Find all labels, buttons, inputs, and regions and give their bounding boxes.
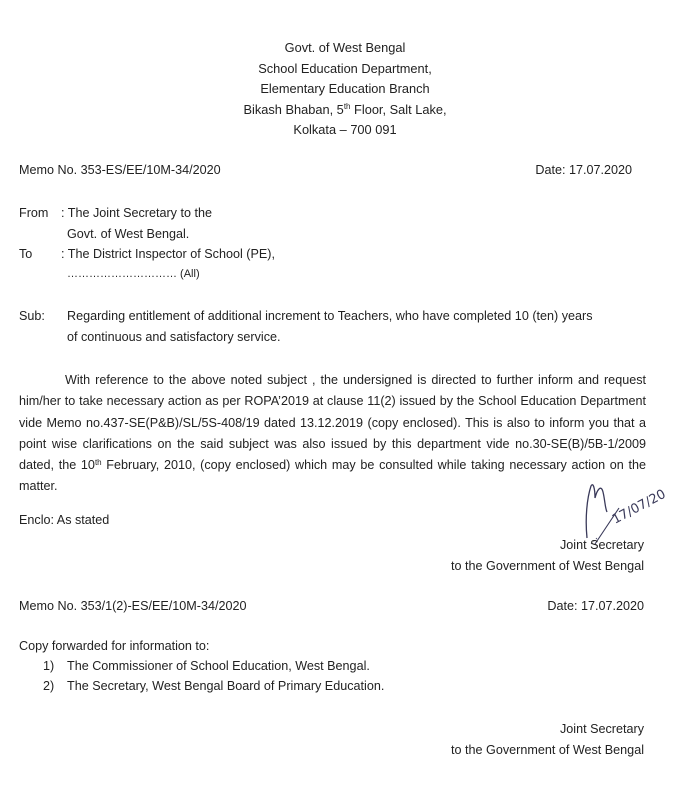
letterhead-city: Kolkata – 700 091: [293, 122, 397, 137]
letterhead-branch: Elementary Education Branch: [260, 81, 430, 96]
signatory-2-title: Joint Secretary: [560, 722, 644, 736]
signatory-title: Joint Secretary: [560, 538, 644, 552]
to-line-2: ………………………… (All): [67, 268, 200, 280]
letterhead-department: School Education Department,: [258, 60, 432, 76]
letterhead-govt: Govt. of West Bengal: [284, 40, 406, 55]
subject-label: Sub:: [19, 309, 45, 323]
memo-number: Memo No. 353-ES/EE/10M-34/2020: [19, 163, 221, 177]
copy-item-1-text: The Commissioner of School Education, West Bengal.: [67, 659, 370, 673]
copy-item-2-number: 2): [43, 679, 55, 693]
memo-date: Date: 17.07.2020: [535, 163, 632, 177]
letterhead: [230, 38, 460, 141]
copy-forward-heading: Copy forwarded for information to:: [19, 639, 210, 653]
from-line-1: : The Joint Secretary to the: [61, 206, 212, 220]
signatory-organization: to the Government of West Bengal: [451, 559, 644, 573]
letterhead-address: Bikash Bhaban, 5th Floor, Salt Lake,: [243, 101, 447, 117]
signatory-2-organization: to the Government of West Bengal: [451, 743, 644, 757]
subject-line-2: of continuous and satisfactory service.: [67, 330, 281, 344]
copy-item-1-number: 1): [43, 659, 55, 673]
copy-memo-date: Date: 17.07.2020: [547, 599, 644, 613]
copy-memo-number: Memo No. 353/1(2)-ES/EE/10M-34/2020: [19, 599, 247, 613]
copy-item-2-text: The Secretary, West Bengal Board of Primary Education.: [67, 679, 385, 693]
enclosure-note: Enclo: As stated: [19, 513, 110, 527]
from-label: From: [19, 206, 49, 220]
to-line-1: : The District Inspector of School (PE),: [61, 247, 275, 261]
from-line-2: Govt. of West Bengal.: [67, 227, 190, 241]
subject-line-1: Regarding entitlement of additional increment to Teachers, who have completed 10 (ten) years: [67, 309, 593, 323]
signature-date: 17/07/20: [609, 486, 669, 528]
to-label: To: [19, 247, 33, 261]
body-paragraph: With reference to the above noted subject , the undersigned is directed to further inform and request him/her to take necessary action as per ROPA’2019 at clause 11(2) issued by the School Education Department vide Memo no.437-SE(P&B)/SL/5S-408/19 dated 13.12.2019 (copy enclosed). This is also to inform you that a point wise clarifications on the said subject was also issued by this department vide no.30-SE(B)/5B-1/2009 dated, the 10th February, 2010, (copy enclosed) which may be consulted while taking necessary action on the matter.: [19, 373, 647, 494]
